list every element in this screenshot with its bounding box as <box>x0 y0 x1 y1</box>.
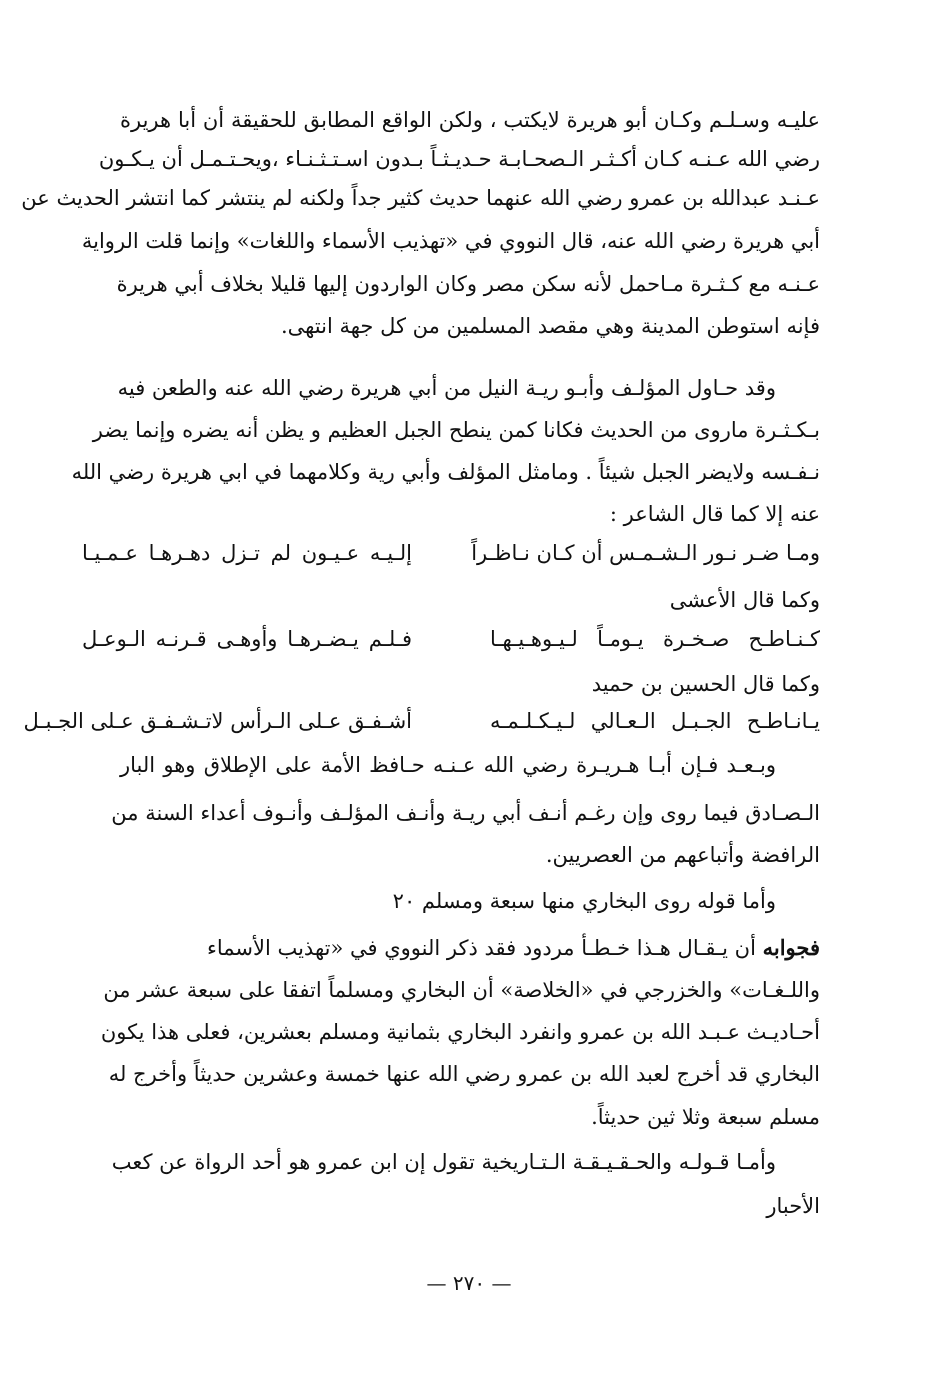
text-line-13: وبـعـد فـإن أبـا هـريـرة رضي الله عـنـه حـافظ الأمة على الإطلاق وهو البار <box>120 753 776 777</box>
text-line-15: الرافضة وأتباعهم من العصريين. <box>545 843 820 867</box>
text-line-1: عليـه وسـلـم وكـان أبو هريرة لايكتب ، ولكن الواقع المطابق للحقيقة أن أبا هريرة <box>120 108 820 132</box>
verse-2-first-hemistich: كـنـاطـح صـخـرة يـومـاً لـيـوهـيـهـا <box>490 627 820 651</box>
poem-verse-1 <box>82 533 820 573</box>
text-line-22: وأمـا قـولـه والحـقـيـقـة الـتـاريخية تقول إن ابن عمرو هو أحد الرواة عن كعب <box>111 1150 776 1174</box>
text-line-11: وكما قال الأعشى <box>669 588 820 612</box>
text-line-19: أحـاديـث عـبـد الله بن عمرو وانفرد البخاري بثمانية ومسلم بعشرين، فعلى هذا يكون <box>100 1020 820 1044</box>
text-line-23: الأحبار <box>766 1194 820 1218</box>
page-number: — ٢٧٠ — <box>426 1271 512 1295</box>
poem-verse-3 <box>23 701 820 741</box>
text-line-4: أبي هريرة رضي الله عنه، قال النووي في «تهذيب الأسماء واللغات» وإنما قلت الرواية <box>81 229 820 253</box>
text-line-20: البخاري قد أخرج لعبد الله بن عمرو رضي الله عنها خمسة وعشرين حديثاً وأخرج له <box>108 1062 820 1086</box>
text-line-3: عـنـد عبدالله بن عمرو رضي الله عنهما حديث كثير جداً ولكنه لم ينتشر كما انتشر الحديث عن <box>21 186 820 210</box>
text-line-18: واللـغـات» والخزرجي في «الخلاصة» أن البخاري ومسلماً اتفقا على سبعة عشر من <box>103 978 820 1002</box>
text-line-16: وأما قوله روى البخاري منها سبعة ومسلم ٢٠ <box>392 889 776 913</box>
text-line-21: مسلم سبعة وثلا ثين حديثاً. <box>591 1105 820 1129</box>
text-line-12: وكما قال الحسين بن حميد <box>591 672 820 696</box>
text-line-17 <box>120 928 820 968</box>
verse-1-second-hemistich: إلـيـه عـيـون لم تـزل دهـرهـا عـمـيـا <box>82 541 412 565</box>
text-line-5: عـنـه مع كـثـرة مـاحمل لأنه سكن مصر وكان الواردون إليها قليلا بخلاف أبي هريرة <box>116 272 820 296</box>
text-line-14: الـصـادق فيما روى وإن رغـم أنـف أبي ريـة وأنـف المؤلـف وأنـوف أعداء السنة من <box>111 801 820 825</box>
text-line-7: وقد حـاول المؤلـف وأبـو ريـة النيل من أبي هريرة رضي الله عنه والطعن فيه <box>117 376 776 400</box>
text-line-10: عنه إلا كما قال الشاعر : <box>609 502 820 526</box>
text-line-8: بـكـثـرة ماروى من الحديث فكانا كمن ينطح الجبل العظيم و يظن أنه يضره وإنما يضر <box>92 418 820 442</box>
answer-line-rest: أن يـقـال هـذا خـطـأ مردود فقد ذكر النووي في «تهذيب الأسماء <box>206 936 756 960</box>
text-line-6: فإنه استوطن المدينة وهي مقصد المسلمين من كل جهة انتهى. <box>280 314 820 338</box>
poem-verse-2 <box>82 619 820 659</box>
verse-1-first-hemistich: ومـا ضـر نـور الـشـمـس أن كـان نـاظـراً <box>471 541 820 565</box>
verse-3-first-hemistich: يـانـاطـح الجـبـل الـعـالي لـيـكـلـمـه <box>490 709 820 733</box>
text-line-2: رضي الله عـنـه كـان أكـثـر الـصحـابـة حـديـثـاً بـدون اسـتـثـنـاء ،ويحـتـمـل أن يـكـون <box>98 147 820 171</box>
answer-keyword: فجوابه <box>762 935 820 960</box>
text-line-9: نـفـسه ولايضر الجبل شيئاً . ومامثل المؤلف وأبي رية وكلامهما في ابي هريرة رضي الله <box>71 460 820 484</box>
verse-2-second-hemistich: فـلـم يـضـرهـا وأوهـى قـرنـه الـوعـل <box>82 627 412 651</box>
verse-3-second-hemistich: أشـفـق عـلى الـرأس لاتـشـفـق عـلى الجـبـل <box>23 709 412 733</box>
